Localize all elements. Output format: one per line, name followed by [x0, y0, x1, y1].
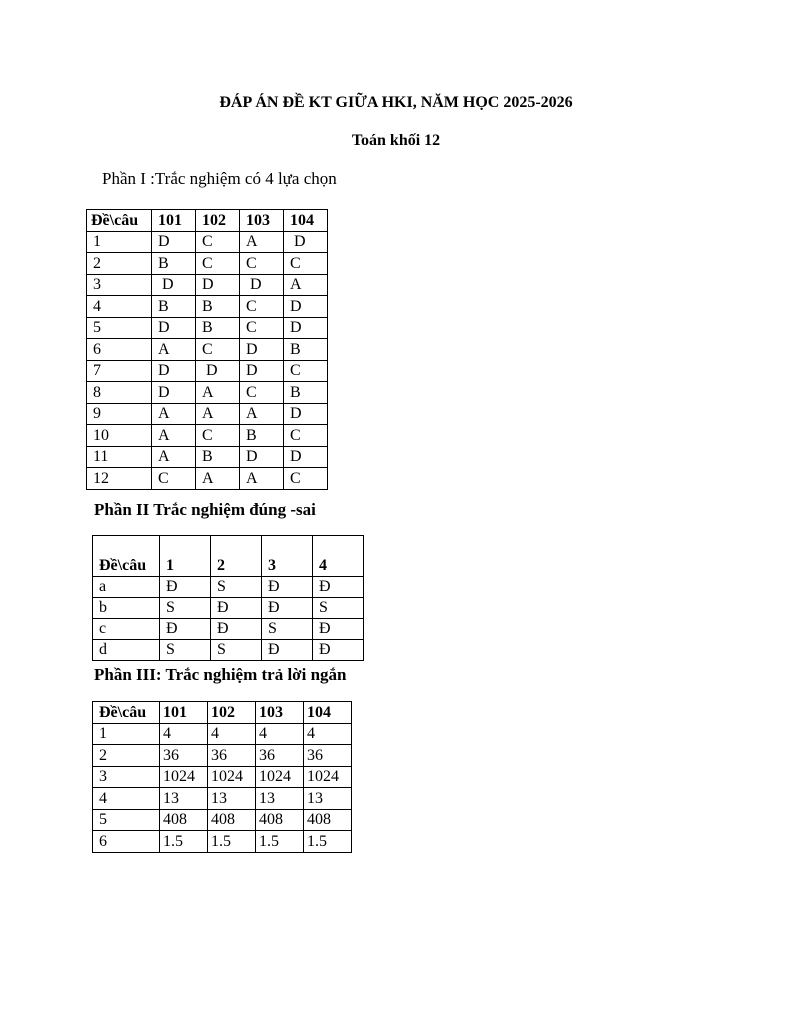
- row-label-cell: 3: [93, 766, 160, 788]
- answer-cell: B: [196, 317, 240, 339]
- table-row: [87, 382, 328, 404]
- row-label-cell: 6: [93, 831, 160, 853]
- answer-cell: 408: [160, 809, 208, 831]
- answer-cell: 13: [208, 788, 256, 810]
- answer-cell: A: [240, 403, 284, 425]
- column-header: 3: [262, 536, 313, 577]
- table-header-row: [93, 702, 352, 724]
- row-label-cell: 4: [93, 788, 160, 810]
- part1-heading: Phần I :Trắc nghiệm có 4 lựa chọn: [102, 169, 337, 188]
- answer-cell: C: [196, 425, 240, 447]
- table-row: [87, 317, 328, 339]
- answer-cell: B: [284, 382, 328, 404]
- table-row: [87, 446, 328, 468]
- answer-cell: 1.5: [256, 831, 304, 853]
- answer-cell: D: [284, 317, 328, 339]
- row-label-cell: 3: [87, 274, 152, 296]
- answer-cell: D: [284, 446, 328, 468]
- answer-cell: 1.5: [160, 831, 208, 853]
- answer-cell: A: [152, 339, 196, 361]
- answer-cell: D: [240, 339, 284, 361]
- answer-cell: 36: [160, 745, 208, 767]
- answer-cell: A: [240, 231, 284, 253]
- answer-cell: S: [211, 640, 262, 661]
- answer-cell: S: [160, 640, 211, 661]
- answer-cell: Đ: [313, 640, 364, 661]
- answer-cell: B: [152, 253, 196, 275]
- table-row: [87, 403, 328, 425]
- answer-cell: A: [196, 403, 240, 425]
- row-label-cell: 7: [87, 360, 152, 382]
- answer-cell: S: [160, 598, 211, 619]
- table-row: [93, 745, 352, 767]
- table-row: [93, 640, 364, 661]
- part1-table: [86, 209, 328, 490]
- answer-cell: 408: [208, 809, 256, 831]
- answer-cell: 1024: [208, 766, 256, 788]
- answer-cell: 4: [208, 723, 256, 745]
- row-label-cell: c: [93, 619, 160, 640]
- column-header: Đề\câu: [93, 536, 160, 577]
- answer-cell: 4: [304, 723, 352, 745]
- row-label-cell: a: [93, 577, 160, 598]
- row-label-cell: 5: [87, 317, 152, 339]
- answer-cell: D: [196, 274, 240, 296]
- answer-cell: 36: [256, 745, 304, 767]
- table-row: [87, 253, 328, 275]
- answer-cell: 1024: [256, 766, 304, 788]
- table-header-row: [87, 210, 328, 232]
- answer-cell: 13: [256, 788, 304, 810]
- answer-cell: Đ: [160, 619, 211, 640]
- column-header: 103: [240, 210, 284, 232]
- table-row: [93, 577, 364, 598]
- column-header: 101: [160, 702, 208, 724]
- table-row: [93, 723, 352, 745]
- row-label-cell: 1: [87, 231, 152, 253]
- column-header: 1: [160, 536, 211, 577]
- table-row: [87, 360, 328, 382]
- answer-cell: S: [262, 619, 313, 640]
- answer-cell: D: [284, 296, 328, 318]
- answer-cell: A: [152, 446, 196, 468]
- answer-cell: A: [284, 274, 328, 296]
- answer-cell: Đ: [262, 577, 313, 598]
- column-header: 102: [196, 210, 240, 232]
- answer-cell: D: [152, 360, 196, 382]
- answer-cell: 36: [208, 745, 256, 767]
- answer-cell: Đ: [313, 619, 364, 640]
- answer-cell: D: [240, 274, 284, 296]
- answer-cell: C: [240, 317, 284, 339]
- table-row: [87, 231, 328, 253]
- document-title: ĐÁP ÁN ĐỀ KT GIỮA HKI, NĂM HỌC 2025-2026: [219, 94, 573, 111]
- row-label-cell: 12: [87, 468, 152, 490]
- row-label-cell: 2: [87, 253, 152, 275]
- answer-cell: C: [284, 468, 328, 490]
- answer-cell: C: [284, 360, 328, 382]
- table-row: [93, 598, 364, 619]
- answer-cell: Đ: [313, 577, 364, 598]
- answer-cell: D: [152, 382, 196, 404]
- row-label-cell: 1: [93, 723, 160, 745]
- table-row: [87, 274, 328, 296]
- answer-cell: A: [196, 468, 240, 490]
- answer-cell: D: [284, 403, 328, 425]
- answer-cell: C: [284, 253, 328, 275]
- table-row: [93, 831, 352, 853]
- answer-cell: 13: [304, 788, 352, 810]
- table-header-row: [93, 536, 364, 577]
- table-row: [93, 619, 364, 640]
- row-label-cell: 11: [87, 446, 152, 468]
- column-header: 2: [211, 536, 262, 577]
- answer-cell: 1024: [304, 766, 352, 788]
- part3-heading: Phần III: Trắc nghiệm trả lời ngắn: [94, 665, 347, 684]
- answer-cell: D: [152, 231, 196, 253]
- answer-cell: Đ: [262, 640, 313, 661]
- answer-cell: Đ: [211, 598, 262, 619]
- answer-cell: B: [196, 446, 240, 468]
- answer-cell: C: [240, 382, 284, 404]
- table-row: [93, 766, 352, 788]
- answer-cell: Đ: [160, 577, 211, 598]
- answer-cell: 1.5: [208, 831, 256, 853]
- column-header: 104: [304, 702, 352, 724]
- answer-cell: C: [196, 253, 240, 275]
- answer-cell: 4: [160, 723, 208, 745]
- answer-cell: 408: [304, 809, 352, 831]
- row-label-cell: 10: [87, 425, 152, 447]
- table-row: [87, 296, 328, 318]
- answer-cell: 36: [304, 745, 352, 767]
- row-label-cell: 5: [93, 809, 160, 831]
- column-header: 101: [152, 210, 196, 232]
- answer-cell: 13: [160, 788, 208, 810]
- part3-table: [92, 701, 352, 853]
- answer-cell: C: [196, 231, 240, 253]
- part2-heading: Phần II Trắc nghiệm đúng -sai: [94, 500, 316, 519]
- table-row: [93, 788, 352, 810]
- part2-table: [92, 535, 364, 661]
- answer-cell: D: [240, 446, 284, 468]
- column-header: 4: [313, 536, 364, 577]
- answer-cell: S: [313, 598, 364, 619]
- column-header: Đề\câu: [93, 702, 160, 724]
- answer-cell: C: [240, 296, 284, 318]
- answer-cell: B: [284, 339, 328, 361]
- answer-cell: S: [211, 577, 262, 598]
- row-label-cell: b: [93, 598, 160, 619]
- column-header: 103: [256, 702, 304, 724]
- answer-cell: A: [240, 468, 284, 490]
- answer-cell: C: [152, 468, 196, 490]
- row-label-cell: 4: [87, 296, 152, 318]
- answer-cell: C: [240, 253, 284, 275]
- row-label-cell: 6: [87, 339, 152, 361]
- answer-cell: Đ: [262, 598, 313, 619]
- answer-cell: 4: [256, 723, 304, 745]
- answer-cell: A: [152, 403, 196, 425]
- answer-cell: D: [152, 274, 196, 296]
- table-row: [87, 339, 328, 361]
- row-label-cell: 2: [93, 745, 160, 767]
- row-label-cell: 9: [87, 403, 152, 425]
- column-header: 104: [284, 210, 328, 232]
- answer-cell: A: [152, 425, 196, 447]
- answer-cell: D: [152, 317, 196, 339]
- answer-cell: 1024: [160, 766, 208, 788]
- table-row: [87, 425, 328, 447]
- answer-cell: C: [284, 425, 328, 447]
- answer-cell: B: [196, 296, 240, 318]
- answer-cell: Đ: [211, 619, 262, 640]
- answer-cell: 1.5: [304, 831, 352, 853]
- row-label-cell: d: [93, 640, 160, 661]
- answer-cell: B: [152, 296, 196, 318]
- column-header: 102: [208, 702, 256, 724]
- table-row: [93, 809, 352, 831]
- document-subtitle: Toán khối 12: [351, 132, 441, 149]
- table-row: [87, 468, 328, 490]
- answer-cell: 408: [256, 809, 304, 831]
- answer-cell: C: [196, 339, 240, 361]
- answer-cell: A: [196, 382, 240, 404]
- column-header: Đề\câu: [87, 210, 152, 232]
- answer-cell: D: [240, 360, 284, 382]
- answer-cell: D: [284, 231, 328, 253]
- answer-cell: D: [196, 360, 240, 382]
- row-label-cell: 8: [87, 382, 152, 404]
- answer-cell: B: [240, 425, 284, 447]
